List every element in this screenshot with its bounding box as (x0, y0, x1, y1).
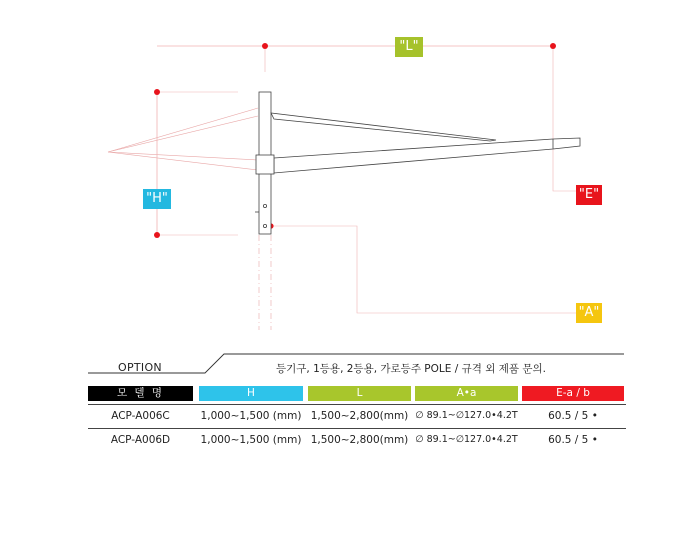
cell-model: ACP-A006D (110, 434, 171, 446)
bracket (255, 92, 580, 234)
cell-h: 1,000~1,500 (mm) (200, 410, 302, 422)
cell-l: 1,500~2,800(mm) (310, 434, 409, 446)
cell-model: ACP-A006C (111, 410, 170, 422)
label-L: "L" (395, 37, 423, 57)
table-rule (88, 428, 626, 429)
header-model: 모 델 명 (88, 386, 193, 401)
cell-h: 1,000~1,500 (mm) (200, 434, 302, 446)
header-h: H (199, 386, 303, 401)
dimension-H (154, 89, 238, 238)
cell-e-a-b: 60.5 / 5 • (548, 410, 598, 422)
label-E: "E" (576, 185, 602, 205)
label-H: "H" (143, 189, 171, 209)
cell-e-a-b: 60.5 / 5 • (548, 434, 598, 446)
cell-a-a: ∅ 89.1~∅127.0•4.2T (415, 434, 518, 445)
option-note: 등기구, 1등용, 2등용, 가로등주 POLE / 규격 외 제품 문의. (276, 363, 546, 375)
table-row (88, 430, 626, 452)
ghost-arm (108, 108, 258, 170)
label-A: "A" (576, 303, 602, 323)
header-l: L (308, 386, 411, 401)
table-row (88, 406, 626, 428)
leader-E (550, 142, 576, 191)
pole-extension (259, 235, 271, 330)
table-rule (88, 404, 626, 405)
header-e-a-b: E-a / b (522, 386, 624, 401)
leader-A (268, 223, 576, 313)
option-label: OPTION (118, 361, 162, 374)
cell-a-a: ∅ 89.1~∅127.0•4.2T (415, 410, 518, 421)
cell-l: 1,500~2,800(mm) (310, 410, 409, 422)
header-a-a: A•a (415, 386, 518, 401)
